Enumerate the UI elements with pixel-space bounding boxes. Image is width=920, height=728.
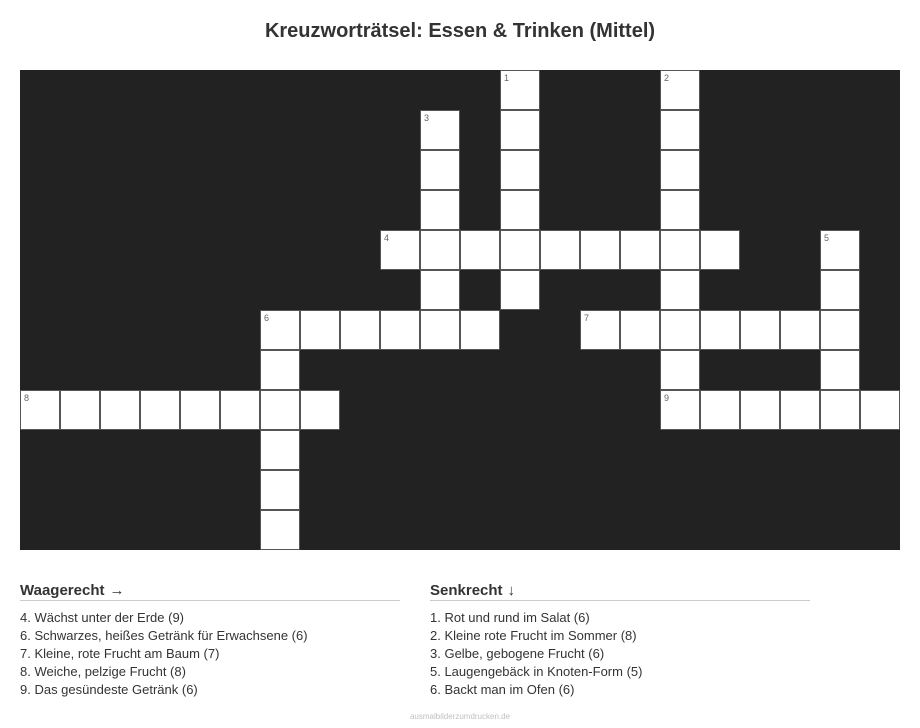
clue-item: 6. Backt man im Ofen (6): [430, 682, 575, 697]
across-heading: [20, 582, 400, 601]
clue-item: 7. Kleine, rote Frucht am Baum (7): [20, 646, 220, 661]
grid-cell[interactable]: [660, 150, 700, 190]
clue-number: 2: [664, 73, 670, 83]
grid-cell[interactable]: [820, 270, 860, 310]
grid-cell[interactable]: [660, 70, 700, 110]
page-title: Kreuzworträtsel: Essen & Trinken (Mittel): [264, 20, 656, 42]
grid-cell[interactable]: [580, 230, 620, 270]
grid-cell[interactable]: [620, 310, 660, 350]
grid-cell[interactable]: [420, 190, 460, 230]
clue-number: 5: [824, 233, 830, 243]
grid-cell[interactable]: [380, 230, 420, 270]
grid-cell[interactable]: [500, 230, 540, 270]
grid-cell[interactable]: [500, 190, 540, 230]
grid-cell[interactable]: [260, 510, 300, 550]
clue-number: 9: [664, 393, 670, 403]
grid-cell[interactable]: [540, 230, 580, 270]
clue-number: 7: [584, 313, 590, 323]
grid-cell[interactable]: [500, 70, 540, 110]
grid-cell[interactable]: [740, 310, 780, 350]
grid-cell[interactable]: [660, 230, 700, 270]
grid-cell[interactable]: [620, 230, 660, 270]
grid-cell[interactable]: [500, 270, 540, 310]
grid-cell[interactable]: [660, 110, 700, 150]
grid-cell[interactable]: [420, 310, 460, 350]
arrow-right-icon: →: [109, 582, 125, 599]
clue-number: 8: [24, 393, 30, 403]
grid-cell[interactable]: [260, 390, 300, 430]
grid-cell[interactable]: [220, 390, 260, 430]
grid-cell[interactable]: [820, 230, 860, 270]
clue-item: 8. Weiche, pelzige Frucht (8): [20, 664, 186, 679]
footer-watermark: ausmalbilderzumdrucken.de: [409, 712, 511, 721]
grid-cell[interactable]: [500, 150, 540, 190]
down-heading-label: Senkrecht: [430, 582, 503, 599]
down-heading: [430, 582, 810, 601]
grid-cell[interactable]: [660, 390, 700, 430]
grid-cell[interactable]: [660, 270, 700, 310]
grid-cell[interactable]: [140, 390, 180, 430]
grid-cell[interactable]: [500, 110, 540, 150]
grid-cell[interactable]: [420, 110, 460, 150]
grid-cell[interactable]: [100, 390, 140, 430]
down-clue-list: [430, 609, 810, 699]
grid-cell[interactable]: [380, 310, 420, 350]
clue-item: 3. Gelbe, gebogene Frucht (6): [430, 646, 605, 661]
across-clue-list: [20, 609, 400, 699]
grid-cell[interactable]: [820, 390, 860, 430]
grid-cell[interactable]: [340, 310, 380, 350]
arrow-down-icon: ↓: [507, 582, 516, 599]
crossword-grid: [20, 70, 900, 550]
down-clues: [430, 582, 810, 699]
clue-item: 4. Wächst unter der Erde (9): [20, 610, 185, 625]
clue-item: 2. Kleine rote Frucht im Sommer (8): [430, 628, 637, 643]
clue-item: 9. Das gesündeste Getränk (6): [20, 682, 198, 697]
clue-number: 1: [504, 73, 510, 83]
grid-cell[interactable]: [180, 390, 220, 430]
grid-cell[interactable]: [780, 390, 820, 430]
grid-cell[interactable]: [700, 390, 740, 430]
grid-cell[interactable]: [260, 350, 300, 390]
grid-cell[interactable]: [20, 390, 60, 430]
clue-number: 4: [384, 233, 390, 243]
grid-cell[interactable]: [700, 230, 740, 270]
grid-cell[interactable]: [260, 470, 300, 510]
grid-cell[interactable]: [580, 310, 620, 350]
grid-cell[interactable]: [660, 310, 700, 350]
grid-cell[interactable]: [820, 310, 860, 350]
clue-number: 6: [264, 313, 270, 323]
clue-item: 6. Schwarzes, heißes Getränk für Erwachsene (6): [20, 628, 308, 643]
clue-item: 1. Rot und rund im Salat (6): [430, 610, 590, 625]
grid-cell[interactable]: [420, 230, 460, 270]
grid-cell[interactable]: [60, 390, 100, 430]
grid-cell[interactable]: [260, 430, 300, 470]
clue-number: 3: [424, 113, 430, 123]
across-clues: [20, 582, 400, 699]
grid-cell[interactable]: [660, 350, 700, 390]
grid-cell[interactable]: [420, 150, 460, 190]
across-heading-label: Waagerecht: [20, 582, 105, 599]
grid-cell[interactable]: [660, 190, 700, 230]
grid-cell[interactable]: [860, 390, 900, 430]
grid-cell[interactable]: [740, 390, 780, 430]
grid-cell[interactable]: [300, 310, 340, 350]
grid-cell[interactable]: [700, 310, 740, 350]
grid-cell[interactable]: [460, 230, 500, 270]
grid-cell[interactable]: [420, 270, 460, 310]
grid-cell[interactable]: [300, 390, 340, 430]
grid-cell[interactable]: [820, 350, 860, 390]
grid-cell[interactable]: [260, 310, 300, 350]
clue-item: 5. Laugengebäck in Knoten-Form (5): [430, 664, 643, 679]
grid-cell[interactable]: [780, 310, 820, 350]
grid-cell[interactable]: [460, 310, 500, 350]
